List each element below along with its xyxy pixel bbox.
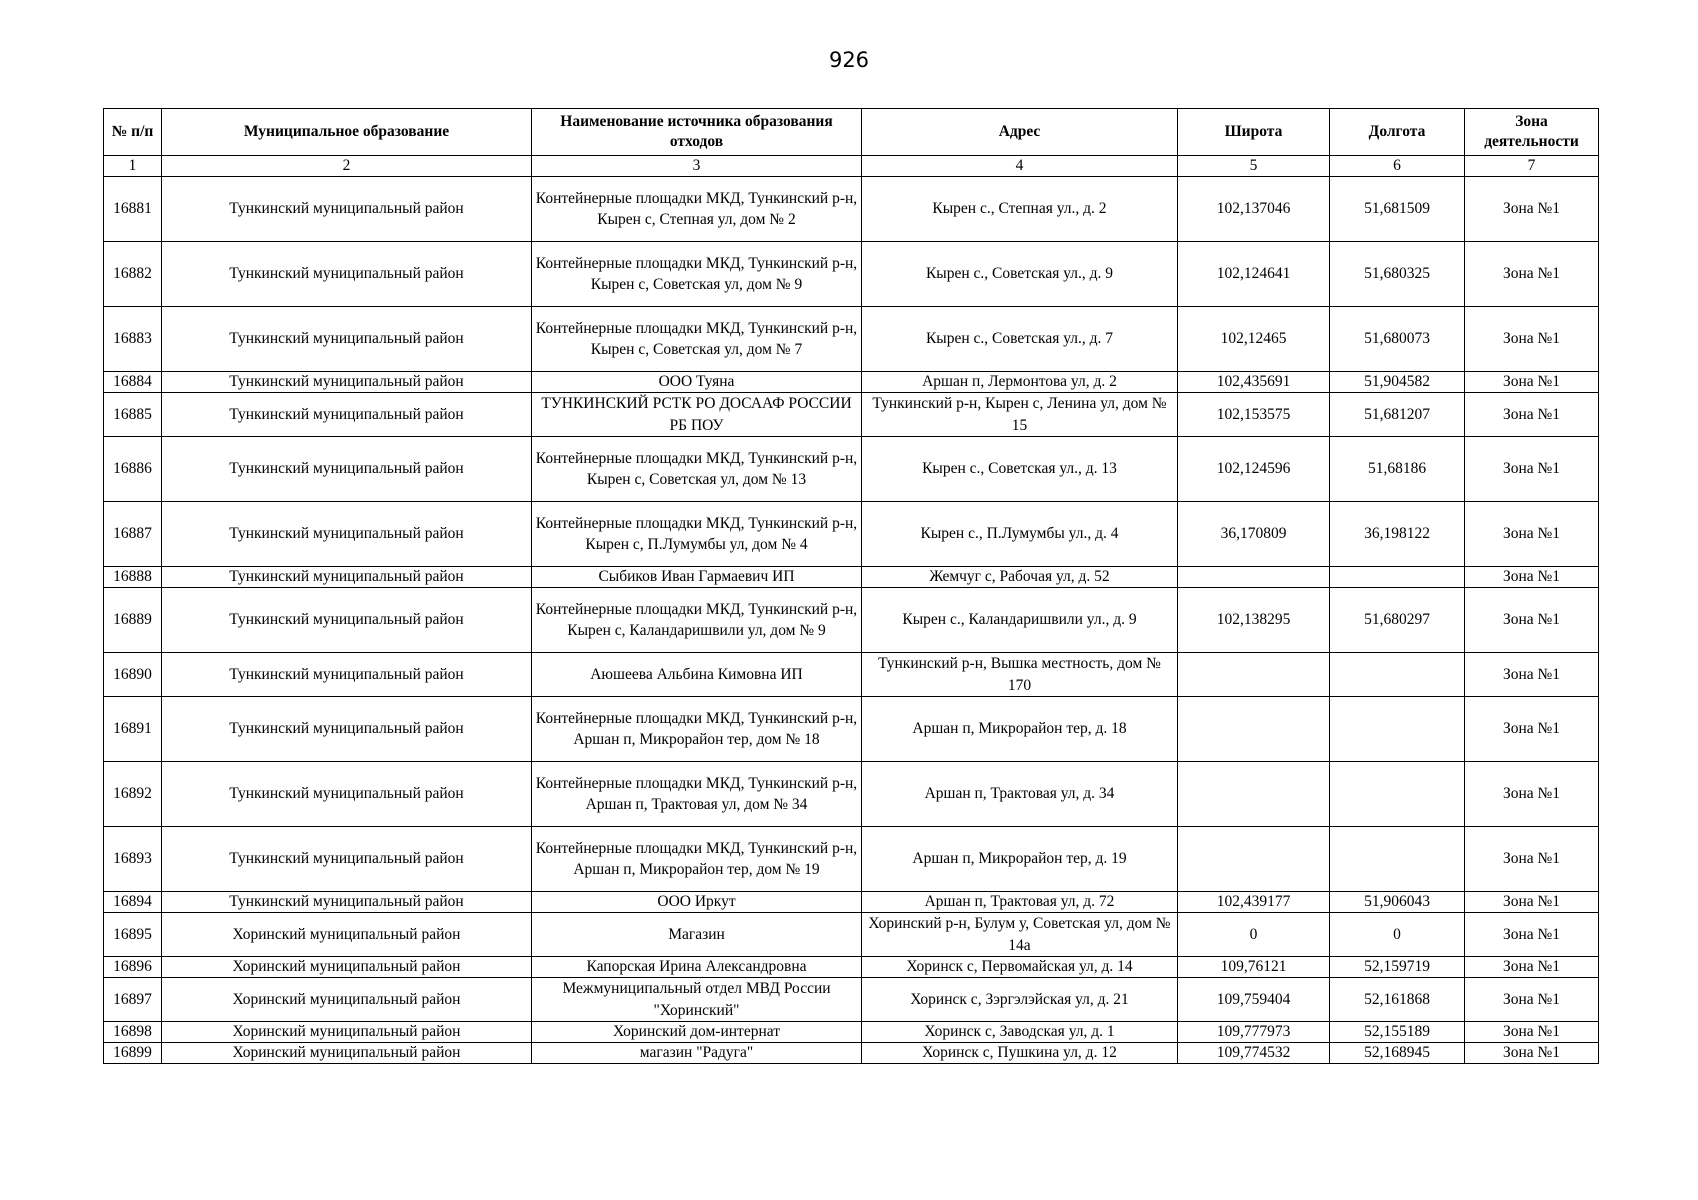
latitude-cell: 109,777973 <box>1178 1022 1330 1043</box>
address-cell: Аршан п, Лермонтова ул, д. 2 <box>862 372 1178 393</box>
address-cell: Тункинский р-н, Кырен с, Ленина ул, дом № 15 <box>862 393 1178 437</box>
zone-cell: Зона №1 <box>1465 913 1599 957</box>
longitude-cell: 51,68186 <box>1330 437 1465 502</box>
table-row <box>104 1043 1599 1064</box>
longitude-cell: 52,161868 <box>1330 978 1465 1022</box>
municipality-cell: Тункинский муниципальный район <box>162 437 532 502</box>
latitude-cell <box>1178 567 1330 588</box>
zone-cell: Зона №1 <box>1465 588 1599 653</box>
header-cell-number: № п/п <box>104 109 162 156</box>
municipality-cell: Тункинский муниципальный район <box>162 827 532 892</box>
source-name-cell: ТУНКИНСКИЙ РСТК РО ДОСААФ РОССИИ РБ ПОУ <box>532 393 862 437</box>
longitude-cell: 51,904582 <box>1330 372 1465 393</box>
municipality-cell: Хоринский муниципальный район <box>162 1043 532 1064</box>
latitude-cell <box>1178 697 1330 762</box>
address-cell: Кырен с., Советская ул., д. 9 <box>862 242 1178 307</box>
source-name-cell: магазин "Радуга" <box>532 1043 862 1064</box>
table-row <box>104 242 1599 307</box>
zone-cell: Зона №1 <box>1465 372 1599 393</box>
zone-cell: Зона №1 <box>1465 957 1599 978</box>
latitude-cell: 109,759404 <box>1178 978 1330 1022</box>
latitude-cell: 102,435691 <box>1178 372 1330 393</box>
source-name-cell: Контейнерные площадки МКД, Тункинский р-н, Кырен с, Советская ул, дом № 7 <box>532 307 862 372</box>
municipality-cell: Тункинский муниципальный район <box>162 372 532 393</box>
zone-cell: Зона №1 <box>1465 1043 1599 1064</box>
source-name-cell: Контейнерные площадки МКД, Тункинский р-н, Кырен с, Степная ул, дом № 2 <box>532 177 862 242</box>
longitude-cell: 51,681207 <box>1330 393 1465 437</box>
longitude-cell: 52,159719 <box>1330 957 1465 978</box>
municipality-cell: Тункинский муниципальный район <box>162 567 532 588</box>
table-row <box>104 567 1599 588</box>
address-cell: Кырен с., Советская ул., д. 7 <box>862 307 1178 372</box>
address-cell: Аршан п, Трактовая ул, д. 72 <box>862 892 1178 913</box>
column-number: 6 <box>1330 156 1465 177</box>
source-name-cell: Хоринский дом-интернат <box>532 1022 862 1043</box>
source-name-cell: Контейнерные площадки МКД, Тункинский р-н, Кырен с, Каландаришвили ул, дом № 9 <box>532 588 862 653</box>
header-cell-source: Наименование источника образования отходов <box>532 109 862 156</box>
longitude-cell: 0 <box>1330 913 1465 957</box>
zone-cell: Зона №1 <box>1465 307 1599 372</box>
longitude-cell <box>1330 827 1465 892</box>
table-row <box>104 502 1599 567</box>
latitude-cell: 109,76121 <box>1178 957 1330 978</box>
zone-cell: Зона №1 <box>1465 892 1599 913</box>
column-number: 3 <box>532 156 862 177</box>
zone-cell: Зона №1 <box>1465 697 1599 762</box>
address-cell: Хоринский р-н, Булум у, Советская ул, дом № 14а <box>862 913 1178 957</box>
longitude-cell <box>1330 567 1465 588</box>
longitude-cell: 51,680325 <box>1330 242 1465 307</box>
address-cell: Хоринск с, Заводская ул, д. 1 <box>862 1022 1178 1043</box>
address-cell: Кырен с., Степная ул., д. 2 <box>862 177 1178 242</box>
address-cell: Кырен с., П.Лумумбы ул., д. 4 <box>862 502 1178 567</box>
source-name-cell: ООО Иркут <box>532 892 862 913</box>
table-row <box>104 307 1599 372</box>
longitude-cell: 36,198122 <box>1330 502 1465 567</box>
zone-cell: Зона №1 <box>1465 762 1599 827</box>
row-number-cell: 16883 <box>104 307 162 372</box>
header-cell-zone: Зона деятельности <box>1465 109 1599 156</box>
address-cell: Кырен с., Советская ул., д. 13 <box>862 437 1178 502</box>
latitude-cell: 102,153575 <box>1178 393 1330 437</box>
municipality-cell: Тункинский муниципальный район <box>162 393 532 437</box>
row-number-cell: 16896 <box>104 957 162 978</box>
address-cell: Тункинский р-н, Вышка местность, дом № 170 <box>862 653 1178 697</box>
source-name-cell: ООО Туяна <box>532 372 862 393</box>
row-number-cell: 16886 <box>104 437 162 502</box>
row-number-cell: 16885 <box>104 393 162 437</box>
page-number: 926 <box>828 48 870 72</box>
zone-cell: Зона №1 <box>1465 393 1599 437</box>
municipality-cell: Тункинский муниципальный район <box>162 242 532 307</box>
table-row <box>104 393 1599 437</box>
address-cell: Аршан п, Микрорайон тер, д. 18 <box>862 697 1178 762</box>
longitude-cell: 52,168945 <box>1330 1043 1465 1064</box>
source-name-cell: Контейнерные площадки МКД, Тункинский р-н, Кырен с, П.Лумумбы ул, дом № 4 <box>532 502 862 567</box>
table-row <box>104 372 1599 393</box>
municipality-cell: Тункинский муниципальный район <box>162 762 532 827</box>
row-number-cell: 16899 <box>104 1043 162 1064</box>
municipality-cell: Хоринский муниципальный район <box>162 957 532 978</box>
municipality-cell: Тункинский муниципальный район <box>162 177 532 242</box>
longitude-cell <box>1330 653 1465 697</box>
municipality-cell: Хоринский муниципальный район <box>162 978 532 1022</box>
source-name-cell: Магазин <box>532 913 862 957</box>
source-name-cell: Контейнерные площадки МКД, Тункинский р-н, Кырен с, Советская ул, дом № 13 <box>532 437 862 502</box>
address-cell: Жемчуг с, Рабочая ул, д. 52 <box>862 567 1178 588</box>
row-number-cell: 16881 <box>104 177 162 242</box>
source-name-cell: Контейнерные площадки МКД, Тункинский р-н, Кырен с, Советская ул, дом № 9 <box>532 242 862 307</box>
zone-cell: Зона №1 <box>1465 1022 1599 1043</box>
table-row <box>104 913 1599 957</box>
latitude-cell: 102,138295 <box>1178 588 1330 653</box>
latitude-cell: 102,12465 <box>1178 307 1330 372</box>
column-number: 1 <box>104 156 162 177</box>
source-name-cell: Капорская Ирина Александровна <box>532 957 862 978</box>
row-number-cell: 16887 <box>104 502 162 567</box>
latitude-cell <box>1178 762 1330 827</box>
zone-cell: Зона №1 <box>1465 437 1599 502</box>
municipality-cell: Тункинский муниципальный район <box>162 502 532 567</box>
address-cell: Кырен с., Каландаришвили ул., д. 9 <box>862 588 1178 653</box>
zone-cell: Зона №1 <box>1465 177 1599 242</box>
row-number-cell: 16898 <box>104 1022 162 1043</box>
source-name-cell: Контейнерные площадки МКД, Тункинский р-н, Аршан п, Трактовая ул, дом № 34 <box>532 762 862 827</box>
header-row <box>104 109 1599 156</box>
table-row <box>104 653 1599 697</box>
latitude-cell <box>1178 827 1330 892</box>
address-cell: Хоринск с, Пушкина ул, д. 12 <box>862 1043 1178 1064</box>
address-cell: Аршан п, Микрорайон тер, д. 19 <box>862 827 1178 892</box>
longitude-cell <box>1330 762 1465 827</box>
table-row <box>104 762 1599 827</box>
address-cell: Аршан п, Трактовая ул, д. 34 <box>862 762 1178 827</box>
row-number-cell: 16888 <box>104 567 162 588</box>
table-row <box>104 827 1599 892</box>
longitude-cell: 51,680297 <box>1330 588 1465 653</box>
table-row <box>104 978 1599 1022</box>
longitude-cell <box>1330 697 1465 762</box>
municipality-cell: Хоринский муниципальный район <box>162 913 532 957</box>
header-cell-address: Адрес <box>862 109 1178 156</box>
zone-cell: Зона №1 <box>1465 502 1599 567</box>
table-row <box>104 957 1599 978</box>
latitude-cell: 0 <box>1178 913 1330 957</box>
column-number: 4 <box>862 156 1178 177</box>
latitude-cell: 109,774532 <box>1178 1043 1330 1064</box>
latitude-cell <box>1178 653 1330 697</box>
column-number: 7 <box>1465 156 1599 177</box>
longitude-cell: 51,680073 <box>1330 307 1465 372</box>
header-cell-longitude: Долгота <box>1330 109 1465 156</box>
row-number-cell: 16893 <box>104 827 162 892</box>
latitude-cell: 102,439177 <box>1178 892 1330 913</box>
table-body <box>104 177 1599 1064</box>
row-number-cell: 16890 <box>104 653 162 697</box>
zone-cell: Зона №1 <box>1465 653 1599 697</box>
source-name-cell: Межмуниципальный отдел МВД России "Хоринский" <box>532 978 862 1022</box>
municipality-cell: Тункинский муниципальный район <box>162 697 532 762</box>
row-number-cell: 16884 <box>104 372 162 393</box>
table-row <box>104 437 1599 502</box>
table-row <box>104 588 1599 653</box>
source-name-cell: Сыбиков Иван Гармаевич ИП <box>532 567 862 588</box>
municipality-cell: Тункинский муниципальный район <box>162 653 532 697</box>
column-number: 5 <box>1178 156 1330 177</box>
header-cell-latitude: Широта <box>1178 109 1330 156</box>
table-row <box>104 892 1599 913</box>
row-number-cell: 16894 <box>104 892 162 913</box>
zone-cell: Зона №1 <box>1465 827 1599 892</box>
header-cell-municipality: Муниципальное образование <box>162 109 532 156</box>
latitude-cell: 36,170809 <box>1178 502 1330 567</box>
municipality-cell: Тункинский муниципальный район <box>162 588 532 653</box>
source-name-cell: Контейнерные площадки МКД, Тункинский р-н, Аршан п, Микрорайон тер, дом № 19 <box>532 827 862 892</box>
row-number-cell: 16889 <box>104 588 162 653</box>
source-name-cell: Контейнерные площадки МКД, Тункинский р-н, Аршан п, Микрорайон тер, дом № 18 <box>532 697 862 762</box>
municipality-cell: Тункинский муниципальный район <box>162 892 532 913</box>
address-cell: Хоринск с, Зэргэлэйская ул, д. 21 <box>862 978 1178 1022</box>
row-number-cell: 16897 <box>104 978 162 1022</box>
table-row <box>104 697 1599 762</box>
longitude-cell: 52,155189 <box>1330 1022 1465 1043</box>
longitude-cell: 51,681509 <box>1330 177 1465 242</box>
row-number-cell: 16895 <box>104 913 162 957</box>
longitude-cell: 51,906043 <box>1330 892 1465 913</box>
column-number-row <box>104 156 1599 177</box>
zone-cell: Зона №1 <box>1465 242 1599 307</box>
latitude-cell: 102,124596 <box>1178 437 1330 502</box>
source-name-cell: Аюшеева Альбина Кимовна ИП <box>532 653 862 697</box>
municipality-cell: Хоринский муниципальный район <box>162 1022 532 1043</box>
waste-sources-table <box>103 108 1599 1064</box>
table-row <box>104 177 1599 242</box>
latitude-cell: 102,137046 <box>1178 177 1330 242</box>
table-row <box>104 1022 1599 1043</box>
row-number-cell: 16882 <box>104 242 162 307</box>
zone-cell: Зона №1 <box>1465 567 1599 588</box>
column-number: 2 <box>162 156 532 177</box>
latitude-cell: 102,124641 <box>1178 242 1330 307</box>
row-number-cell: 16891 <box>104 697 162 762</box>
address-cell: Хоринск с, Первомайская ул, д. 14 <box>862 957 1178 978</box>
row-number-cell: 16892 <box>104 762 162 827</box>
zone-cell: Зона №1 <box>1465 978 1599 1022</box>
municipality-cell: Тункинский муниципальный район <box>162 307 532 372</box>
